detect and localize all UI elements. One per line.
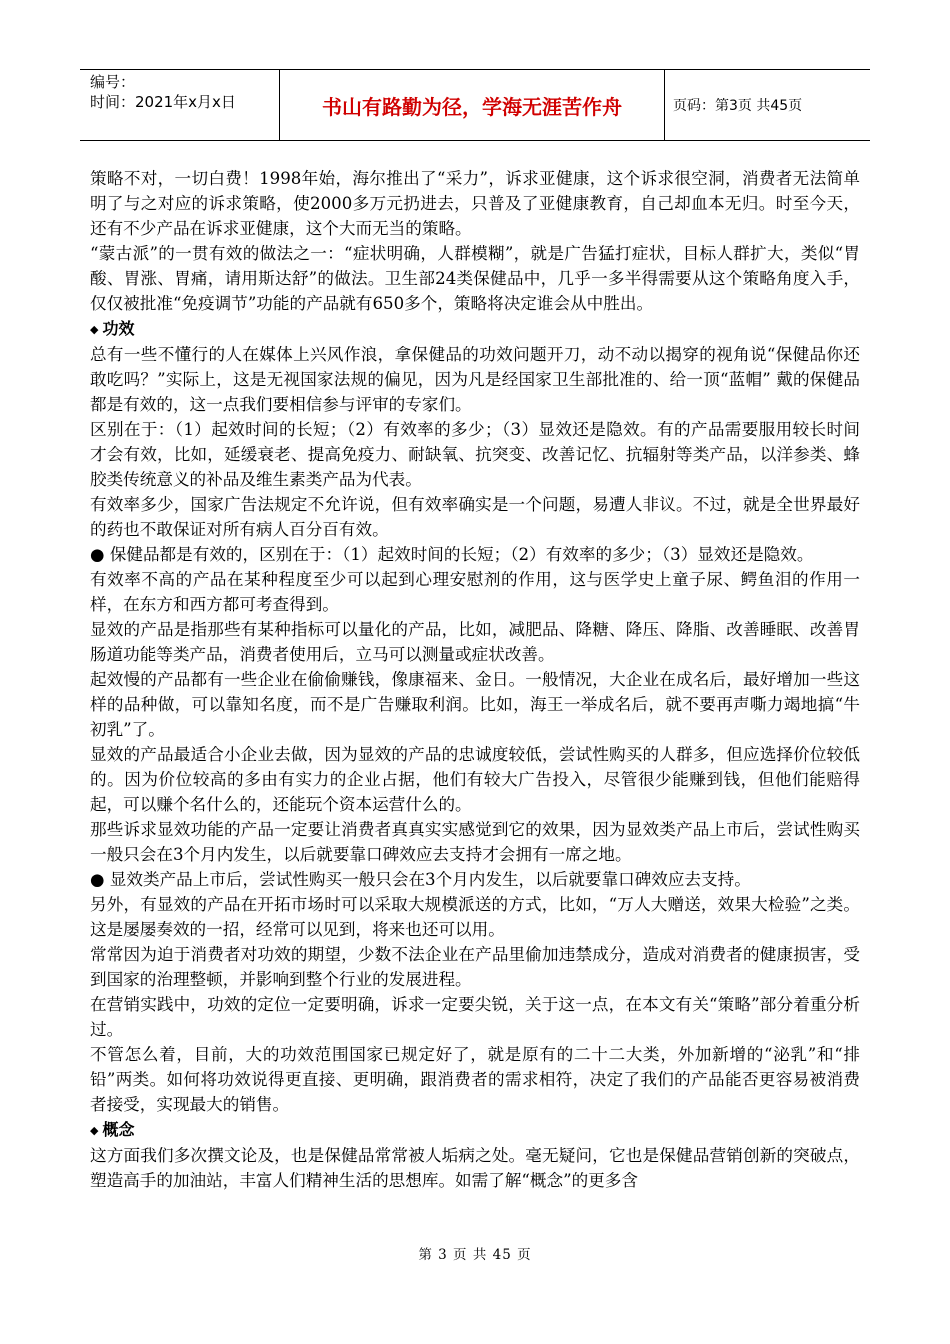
page-footer: 第 3 页 共 45 页 xyxy=(418,1247,532,1263)
paragraph: 区别在于：（1）起效时间的长短；（2）有效率的多少；（3）显效还是隐效。有的产品需要服用较长时间才会有效，比如，延缓衰老、提高免疫力、耐缺氧、抗突变、改善记忆、抗辐射等类产品，以洋参类、蜂胶类传统意义的补品及维生素类产品为代表。 xyxy=(90,420,860,489)
section-heading-text: 概念 xyxy=(102,1120,135,1139)
section-heading-text: 功效 xyxy=(102,319,135,338)
paragraph: 在营销实践中，功效的定位一定要明确，诉求一定要尖锐，关于这一点，在本文有关“策略”部分着重分析过。 xyxy=(90,995,860,1039)
bullet-paragraph: ● 显效类产品上市后，尝试性购买一般只会在3个月内发生，以后就要靠口碑效应去支持。 xyxy=(90,870,751,889)
header-meta xyxy=(80,70,280,140)
paragraph: 不管怎么着，目前，大的功效范围国家已规定好了，就是原有的二十二大类，外加新增的“泌乳”和“排铅”两类。如何将功效说得更直接、更明确，跟消费者的需求相符，决定了我们的产品能否更容易被消费者接受，实现最大的销售。 xyxy=(90,1045,860,1114)
section-heading-concept xyxy=(90,1117,860,1143)
paragraph: 显效的产品最适合小企业去做，因为显效的产品的忠诚度较低，尝试性购买的人群多，但应选择价位较低的。因为价位较高的多由有实力的企业占据，他们有较大广告投入，尽管很少能赚到钱，但他们能赔得起，可以赚个名什么的，还能玩个资本运营什么的。 xyxy=(90,745,860,814)
section-heading-efficacy xyxy=(90,316,860,342)
page-header xyxy=(80,69,870,141)
document-number: 编号： xyxy=(90,73,136,91)
paragraph: 有效率多少，国家广告法规定不允许说，但有效率确实是一个问题，易遭人非议。不过，就是全世界最好的药也不敢保证对所有病人百分百有效。 xyxy=(90,495,860,539)
header-page-info: 页码：第3页 共45页 xyxy=(673,98,803,114)
paragraph: 策略不对，一切白费！1998年始，海尔推出了“采力”，诉求亚健康，这个诉求很空洞，消费者无法简单明了与之对应的诉求策略，使2000多万元扔进去，只普及了亚健康教育，自己却血本无归。时至今天，还有不少产品在诉求亚健康，这个大而无当的策略。 xyxy=(90,169,860,238)
paragraph: 有效率不高的产品在某种程度至少可以起到心理安慰剂的作用，这与医学史上童子尿、鳄鱼泪的作用一样，在东方和西方都可考查得到。 xyxy=(90,570,860,614)
diamond-bullet-icon: ◆ xyxy=(90,323,99,336)
paragraph: 常常因为迫于消费者对功效的期望，少数不法企业在产品里偷加违禁成分，造成对消费者的健康损害，受到国家的治理整顿，并影响到整个行业的发展进程。 xyxy=(90,945,860,989)
header-motto: 书山有路勤为径，学海无涯苦作舟 xyxy=(280,70,665,140)
paragraph: 总有一些不懂行的人在媒体上兴风作浪，拿保健品的功效问题开刀，动不动以揭穿的视角说“保健品你还敢吃吗？”实际上，这是无视国家法规的偏见，因为凡是经国家卫生部批准的、给一顶“蓝帽” 戴的保健品都是有效的，这一点我们要相信参与评审的专家们。 xyxy=(90,345,860,414)
paragraph: 这方面我们多次撰文论及，也是保健品常常被人垢病之处。毫无疑问，它也是保健品营销创新的突破点，塑造高手的加油站，丰富人们精神生活的思想库。如需了解“概念”的更多含 xyxy=(90,1146,860,1190)
document-body xyxy=(90,166,860,1193)
paragraph: “蒙古派”的一贯有效的做法之一：“症状明确，人群模糊”，就是广告猛打症状，目标人群扩大，类似“胃酸、胃涨、胃痛，请用斯达舒”的做法。卫生部24类保健品中，几乎一多半得需要从这个策略角度入手，仅仅被批准“免疫调节”功能的产品就有650多个，策略将决定谁会从中胜出。 xyxy=(90,244,860,313)
paragraph: 那些诉求显效功能的产品一定要让消费者真真实实感觉到它的效果，因为显效类产品上市后，尝试性购买一般只会在3个月内发生，以后就要靠口碑效应去支持才会拥有一席之地。 xyxy=(90,820,860,864)
document-date: 时间：2021年x月x日 xyxy=(90,93,236,111)
paragraph: 另外，有显效的产品在开拓市场时可以采取大规模派送的方式，比如，“万人大赠送，效果大检验”之类。这是屡屡奏效的一招，经常可以见到，将来也还可以用。 xyxy=(90,895,860,939)
paragraph: 起效慢的产品都有一些企业在偷偷赚钱，像康福来、金日。一般情况，大企业在成名后，最好增加一些这样的品种做，可以靠知名度，而不是广告赚取利润。比如，海王一举成名后，就不要再声嘶力竭地搞“牛初乳”了。 xyxy=(90,670,860,739)
bullet-paragraph: ● 保健品都是有效的，区别在于：（1）起效时间的长短；（2）有效率的多少；（3）显效还是隐效。 xyxy=(90,545,814,564)
paragraph: 显效的产品是指那些有某种指标可以量化的产品，比如，减肥品、降糖、降压、降脂、改善睡眠、改善胃肠道功能等类产品，消费者使用后，立马可以测量或症状改善。 xyxy=(90,620,860,664)
diamond-bullet-icon: ◆ xyxy=(90,1124,99,1137)
